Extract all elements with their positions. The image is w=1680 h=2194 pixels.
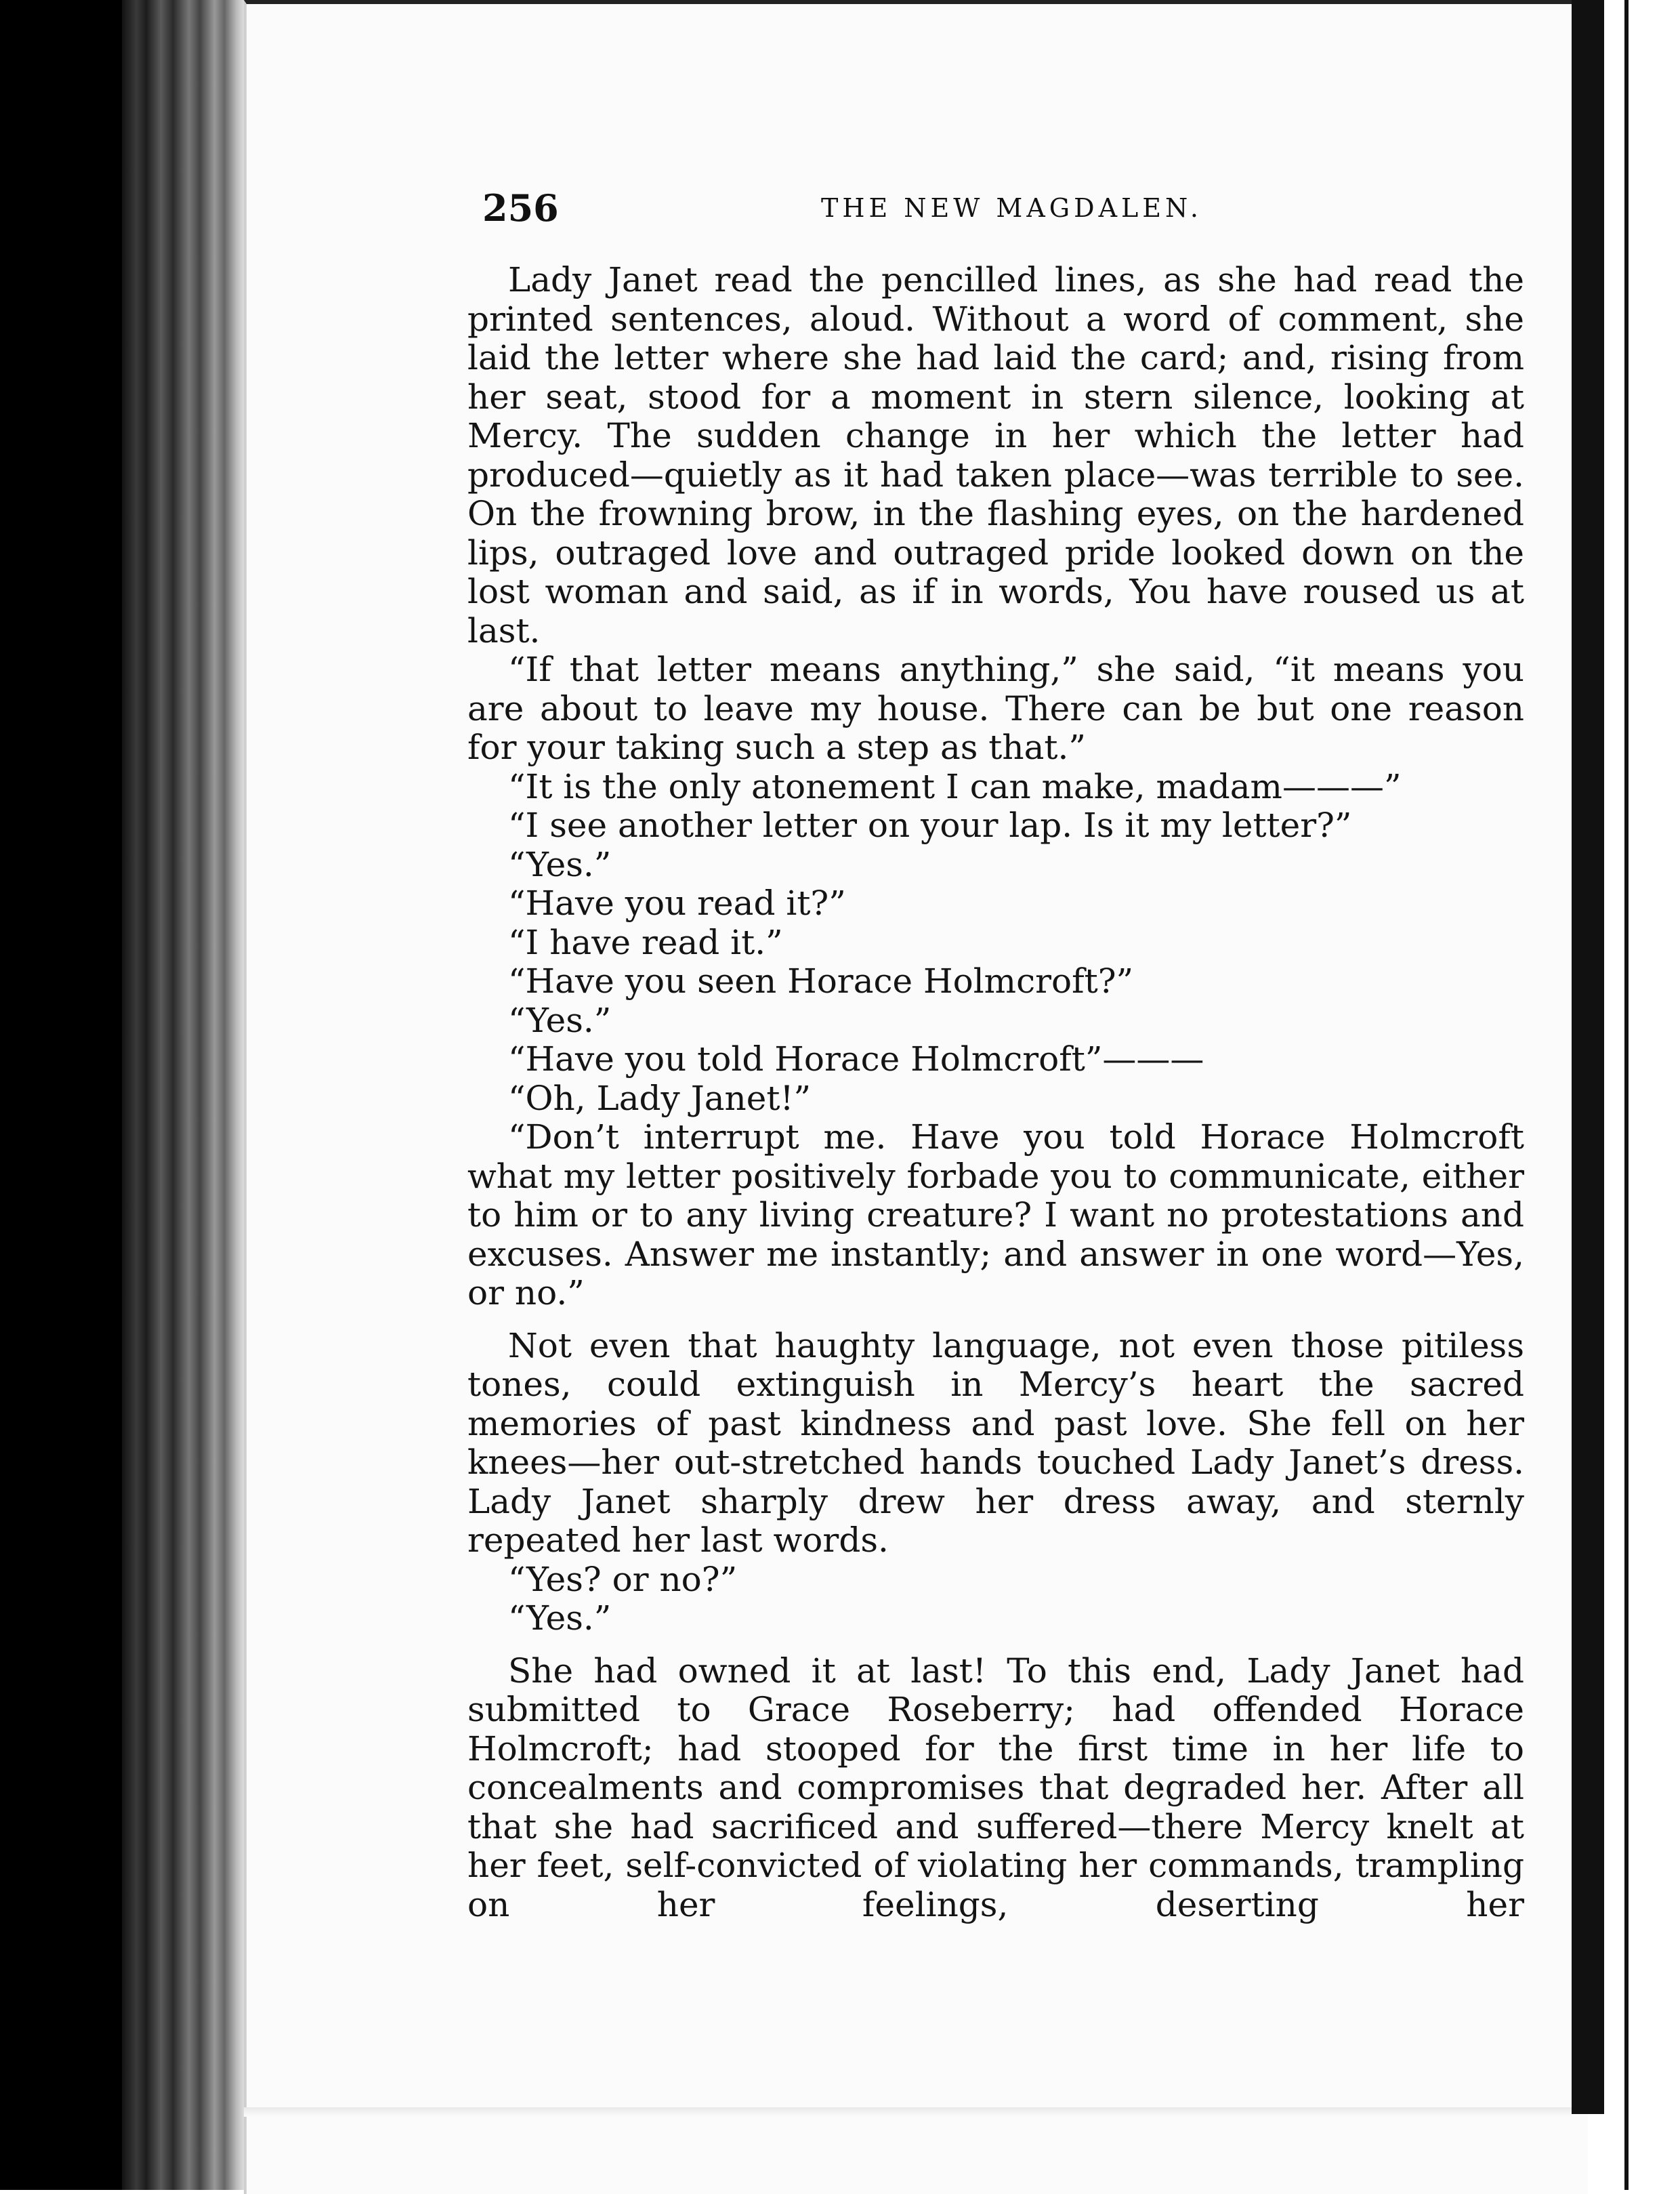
paragraph: “Have you seen Horace Holmcroft?” bbox=[508, 961, 1134, 1001]
page-number: 256 bbox=[482, 186, 559, 230]
paragraph: “Yes? or no?” bbox=[508, 1559, 738, 1599]
body-text bbox=[467, 261, 1524, 1924]
paragraph: “Yes.” bbox=[508, 1000, 612, 1040]
paragraph: “It is the only atonement I can make, madam———” bbox=[508, 766, 1402, 806]
paragraph: “I see another letter on your lap. Is it my letter?” bbox=[508, 806, 1352, 845]
paragraph: “If that letter means anything,” she said, “it means you are about to leave my house. There can be but one reason for your taking such a step as that.” bbox=[467, 650, 1524, 767]
paragraph: “Oh, Lady Janet!” bbox=[508, 1078, 812, 1118]
paragraph: “Have you told Horace Holmcroft”——— bbox=[508, 1039, 1204, 1079]
paragraph: Lady Janet read the pencilled lines, as she had read the printed sentences, aloud. Without a word of comment, she laid the letter where she had laid the card; and, rising from her seat, stood for a moment in stern silence, looking at Mercy. The sudden change in her which the letter had produced—quietly as it had taken place—was terrible to see. On the frowning brow, in the flashing eyes, on the hardened lips, outraged love and outraged pride looked down on the lost woman and said, as if in words, You have roused us at last. bbox=[467, 260, 1524, 650]
facing-page-gutter bbox=[1572, 0, 1604, 2114]
running-title: THE NEW MAGDALEN. bbox=[821, 193, 1202, 223]
paragraph: “Yes.” bbox=[508, 844, 612, 884]
paragraph: She had owned it at last! To this end, Lady Janet had submitted to Grace Roseberry; had offended Horace Holmcroft; had stooped for the first time in her life to concealments and compromises that degraded her. After all that she had sacrificed and suffered—there Mercy knelt at her feet, self-convicted of violating her commands, trampling on her feelings, deserting her bbox=[467, 1651, 1524, 1924]
paragraph: Not even that haughty language, not even those pitiless tones, could extinguish in Mercy’s heart the sacred memories of past kindness and past love. She fell on her knees—her out-stretched hands touched Lady Janet’s dress. Lady Janet sharply drew her dress away, and sternly repeated her last words. bbox=[467, 1325, 1524, 1560]
paragraph: “I have read it.” bbox=[508, 922, 783, 962]
facing-page-edge bbox=[1604, 0, 1680, 2190]
page-bottom-shadow bbox=[244, 2107, 1572, 2117]
book-page-edges bbox=[122, 0, 244, 2190]
paragraph: “Yes.” bbox=[508, 1598, 612, 1638]
paragraph: “Don’t interrupt me. Have you told Horace Holmcroft what my letter positively forbade you to communicate, either to him or to any living creature? I want no protestations and excuses. Answer me instantly; and answer in one word—Yes, or no.” bbox=[467, 1117, 1524, 1312]
page-header bbox=[482, 186, 1526, 241]
paragraph: “Have you read it?” bbox=[508, 884, 846, 923]
